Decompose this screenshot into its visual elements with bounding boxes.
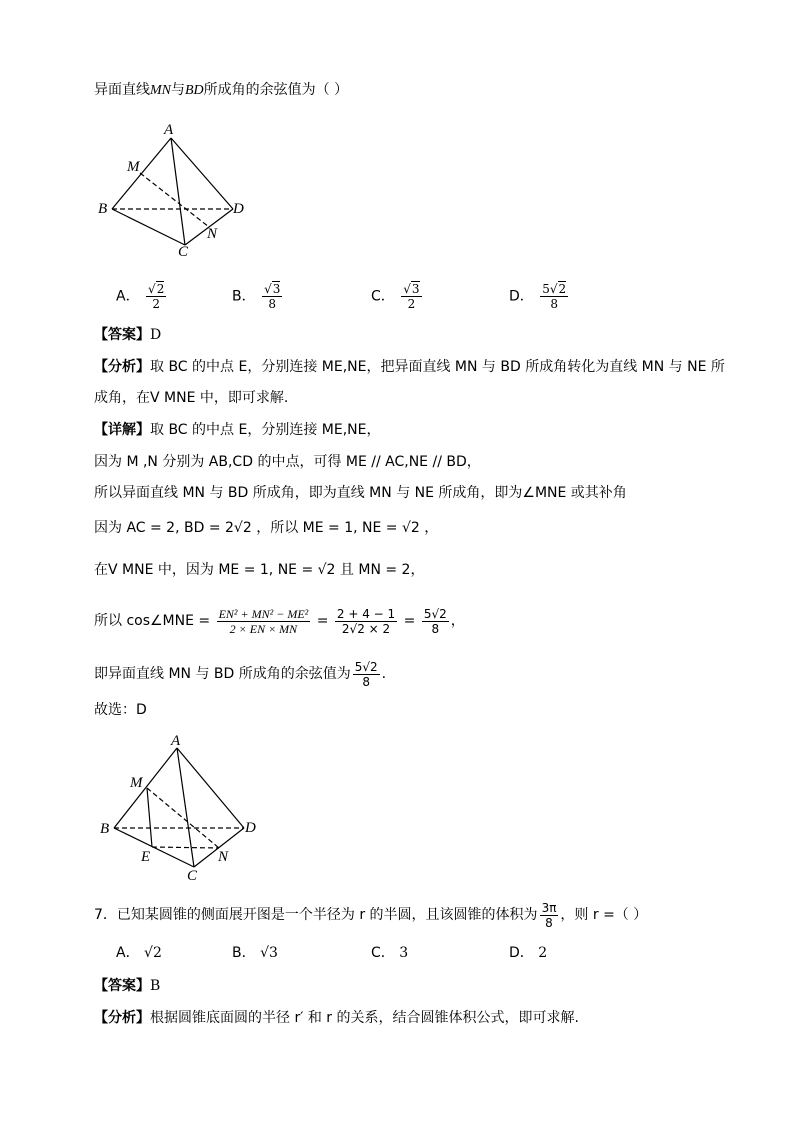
edge-ab (114, 748, 177, 828)
q7-stem: 7．已知某圆锥的侧面展开图是一个半径为 r 的半圆，且该圆锥的体积为 $\frac{3\pi}{8}$ ，则 r =（ ） (94, 900, 648, 930)
label-b: B (100, 821, 110, 837)
analysis-tag: 【分析】 (94, 359, 150, 375)
q7-answer: 【答案】B (94, 978, 161, 994)
label-d: D (233, 201, 244, 217)
q6-stem-text: 异面直线 (94, 82, 150, 98)
q7-option-d[interactable]: D． 2 (509, 945, 548, 961)
q7-analysis: 【分析】根据圆锥底面圆的半径 r′ 和 r 的关系，结合圆锥体积公式，即可求解. (94, 1010, 579, 1026)
q6-analysis-line1: 【分析】取 BC 的中点 E，分别连接 ME,NE，把异面直线 MN 与 BD 所成角转化为直线 MN 与 NE 所 (94, 359, 725, 375)
tetrahedron-figure-2 (90, 728, 270, 886)
option-letter: C． (371, 288, 395, 305)
segment-en-hidden (152, 847, 219, 848)
q6-stem-post: 所成角的余弦值为（ ） (203, 82, 349, 98)
q6-option-d[interactable]: D． $\frac{5√ 2}{8}$ (509, 282, 570, 311)
q6-stem-mn: MN (150, 83, 171, 98)
label-c: C (187, 868, 198, 884)
label-m: M (127, 159, 140, 175)
q7-option-c[interactable]: C． 3 (371, 945, 409, 961)
label-a: A (171, 733, 181, 749)
label-a: A (164, 122, 174, 138)
q7-option-b[interactable]: B． √3 (232, 945, 278, 961)
option-letter: D． (509, 288, 534, 305)
label-m: M (130, 775, 143, 791)
detail-tag: 【详解】 (94, 422, 150, 438)
q6-detail-line7: 即异面直线 MN 与 BD 所成角的余弦值为 $\frac{5√2}{8}$ . (94, 659, 387, 689)
answer-tag: 【答案】 (94, 327, 150, 343)
q6-analysis-line2: 成角，在V MNE 中，即可求解. (94, 390, 289, 406)
q6-option-c[interactable]: C． √ $\frac{3}{2}$ (371, 282, 424, 311)
q6-stem (94, 80, 348, 101)
tetrahedron-figure-1 (90, 118, 260, 263)
q6-detail-line1: 【详解】取 BC 的中点 E，分别连接 ME,NE， (94, 422, 381, 438)
segment-mn-hidden (147, 788, 219, 848)
label-n: N (218, 849, 229, 865)
edge-ac (171, 138, 185, 245)
q7-option-a[interactable]: A． √2 (116, 945, 162, 961)
label-b: B (98, 201, 108, 217)
label-c: C (178, 244, 189, 260)
q6-detail-line3: 所以异面直线 MN 与 BD 所成角，即为直线 MN 与 NE 所成角，即为∠MNE 或其补角 (94, 485, 627, 501)
label-n: N (207, 226, 218, 242)
option-letter: B． (232, 288, 256, 305)
edge-bc (112, 209, 185, 245)
label-e: E (141, 849, 151, 865)
edge-ad (171, 138, 233, 209)
q6-answer (94, 325, 161, 345)
q6-detail-line5: 在V MNE 中，因为 ME = 1, NE = √2 且 MN = 2， (94, 562, 425, 578)
option-letter: A． (116, 288, 140, 305)
segment-me (147, 788, 152, 847)
answer-value: D (150, 327, 162, 343)
q6-detail-line2: 因为 M ,N 分别为 AB,CD 的中点，可得 ME // AC,NE // BD， (94, 454, 481, 470)
segment-mn-hidden (140, 173, 209, 227)
q6-option-b[interactable]: B． √ $\frac{3}{8}$ (232, 282, 284, 311)
q6-detail-line6: 所以 cos∠MNE = $\frac{\text{EN² + MN² − ME²}}{2 \times EN \times MN}$ = $\frac{2 + 4 - 1}{2√2 \times 2}$ = $\frac{5√2}{8}$ ， (94, 606, 465, 636)
q6-stem-bd: BD (185, 83, 204, 98)
q6-choose: 故选：D (94, 702, 147, 718)
label-d: D (245, 820, 256, 836)
q6-stem-and: 与 (171, 82, 185, 98)
q6-detail-line4: 因为 AC = 2, BD = 2√2 ，所以 ME = 1, NE = √2 ， (94, 520, 439, 536)
q6-option-a[interactable]: A． √ $\frac{2}{2}$ (116, 282, 168, 311)
